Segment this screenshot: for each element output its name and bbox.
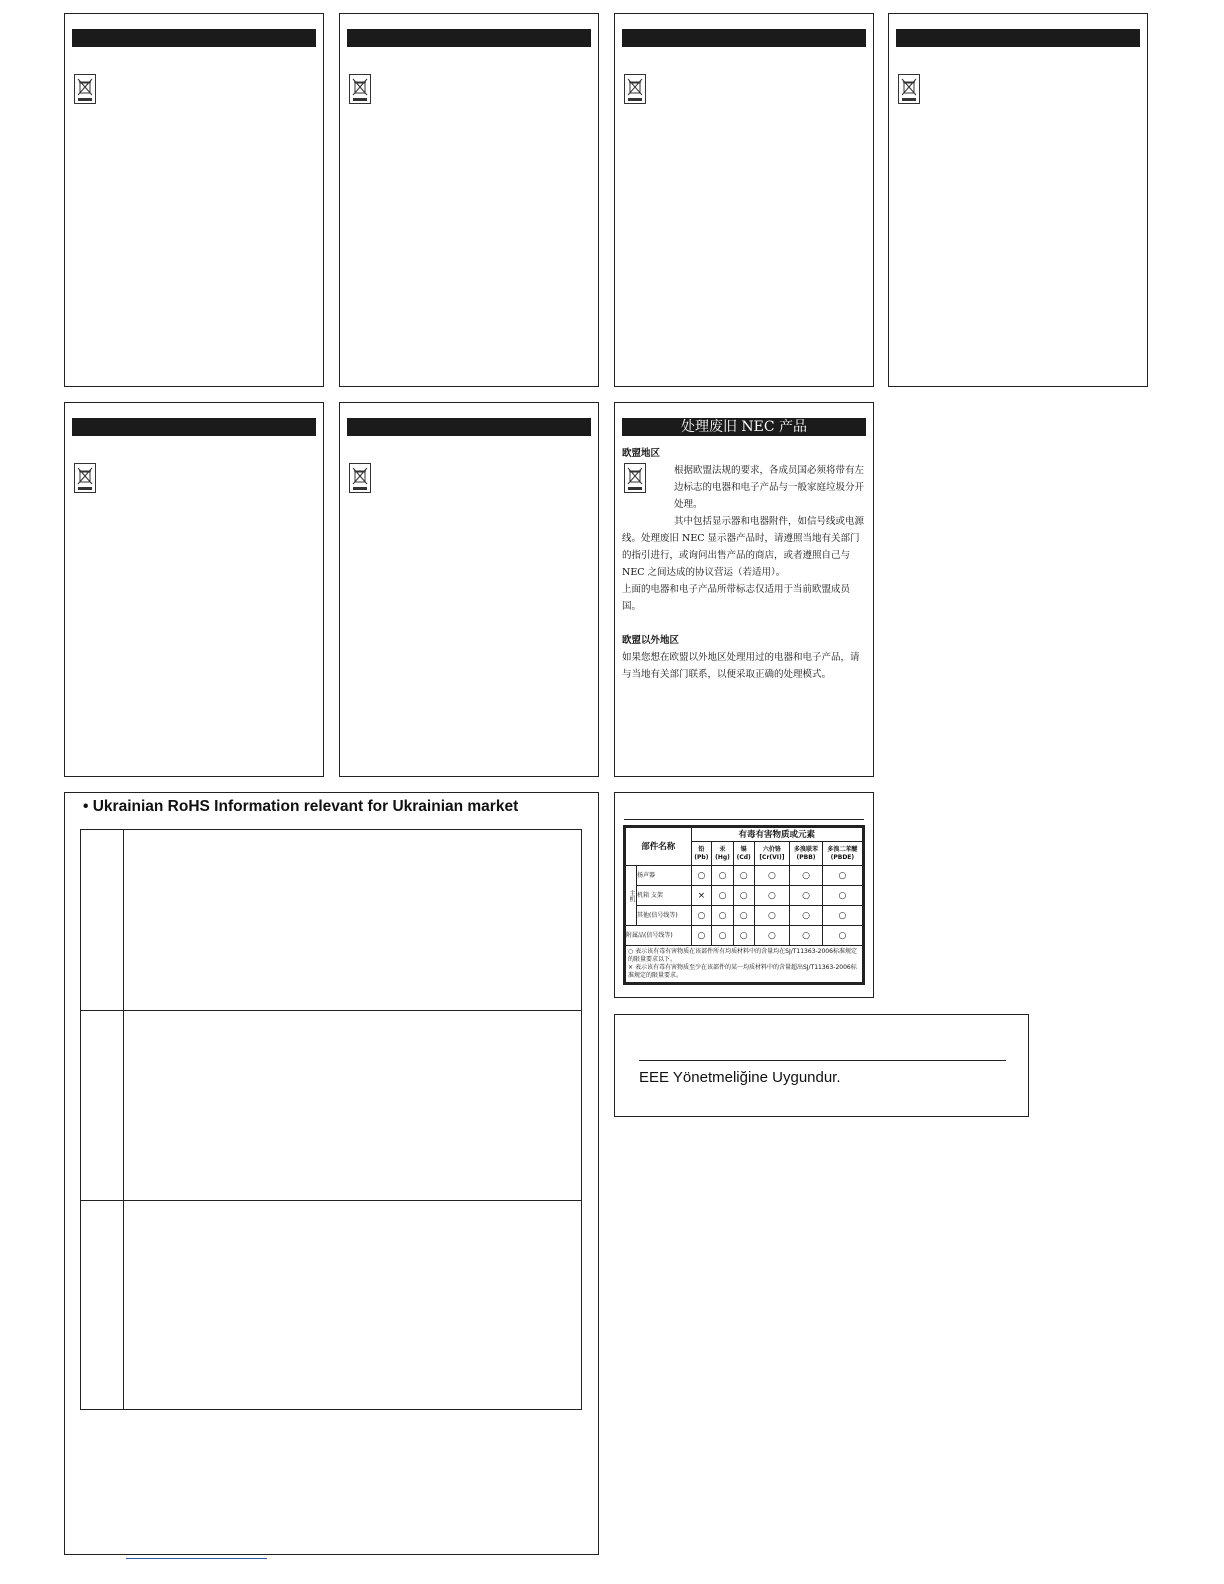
disposal-panel-4 <box>888 13 1148 387</box>
ukraine-rohs-panel <box>64 792 599 1555</box>
disposal-panel-5 <box>64 402 324 777</box>
weee-bin-icon <box>349 74 371 104</box>
table-row <box>81 830 581 1010</box>
substance-header: 镉 (Cd) <box>733 842 754 866</box>
disposal-panel-2 <box>339 13 599 387</box>
substance-group-header: 有毒有害物质或元素 <box>691 828 862 842</box>
note-circle: ○ 表示该有毒有害物质在该部件所有均质材料中的含量均在SJ/T11363-2006标准规定的限量要求以下。 <box>628 948 857 963</box>
substance-header: 铅 (Pb) <box>691 842 712 866</box>
disposal-panel-3 <box>614 13 874 387</box>
panel-header-bar <box>72 418 316 436</box>
eu-heading: 欧盟地区 <box>622 448 661 459</box>
disposal-body <box>622 462 866 683</box>
hazard-substance-table <box>625 827 863 983</box>
panel-header-bar <box>622 29 866 47</box>
table-notes <box>626 946 863 983</box>
part-name: 附属品(信号线等) <box>626 926 692 946</box>
footer-link-underline <box>126 1558 267 1559</box>
note-cross: × 表示该有毒有害物质至少在该部件的某一均质材料中的含量超出SJ/T11363-2006标准规定的限量要求。 <box>628 964 857 979</box>
ukraine-rohs-title: • Ukrainian RoHS Information relevant for Ukrainian market <box>83 798 519 815</box>
eee-compliance-text: EEE Yönetmeliğine Uygundur. <box>639 1069 841 1086</box>
substance-header: 六价铬 [Cr(VI)] <box>754 842 790 866</box>
non-eu-heading: 欧盟以外地区 <box>622 635 680 646</box>
weee-bin-icon <box>74 74 96 104</box>
paragraph-non-eu: 如果您想在欧盟以外地区处理用过的电器和电子产品，请与当地有关部门联系，以便采取正确的处理模式。 <box>622 652 860 680</box>
weee-bin-icon <box>74 463 96 493</box>
part-name-header: 部件名称 <box>626 828 692 866</box>
paragraph-monitor-disposal: 其中包括显示器和电器附件，如信号线或电源线。处理废旧 NEC 显示器产品时，请遵照当地有关部门的指引进行，或询问出售产品的商店，或者遵照自己与 NEC 之间达成的协议营运（若适用）。 <box>622 516 865 578</box>
top-rule <box>624 819 864 820</box>
panel-header-bar <box>72 29 316 47</box>
main-unit-label: 主机 <box>626 866 637 926</box>
part-name: 扬声器 <box>637 866 692 886</box>
panel-header-bar <box>347 29 591 47</box>
weee-bin-icon <box>349 463 371 493</box>
chinese-panel-title: 处理废旧 NEC 产品 <box>622 418 866 436</box>
table-row: 主机 扬声器 ○ ○ ○ ○ ○ ○ <box>626 866 863 886</box>
disposal-panel-1 <box>64 13 324 387</box>
ukraine-rohs-table <box>80 829 582 1410</box>
disposal-panel-6 <box>339 402 599 777</box>
weee-bin-icon <box>898 74 920 104</box>
turkey-eee-panel <box>614 1014 1029 1117</box>
paragraph-eu-rule: 根据欧盟法规的要求，各成员国必须将带有左边标志的电器和电子产品与一般家庭垃圾分开处理。 <box>674 465 865 510</box>
substance-header: 多溴二苯醚 (PBDE) <box>822 842 862 866</box>
substance-header: 多溴联苯 (PBB) <box>790 842 822 866</box>
china-rohs-panel <box>614 792 874 998</box>
signature-line <box>639 1060 1006 1061</box>
paragraph-eu-only: 上面的电器和电子产品所带标志仅适用于当前欧盟成员国。 <box>622 584 851 612</box>
weee-bin-icon <box>624 74 646 104</box>
part-name: 其他(信号线等) <box>637 906 692 926</box>
table-row: 附属品(信号线等) ○ ○ ○ ○ ○ ○ <box>626 926 863 946</box>
hazard-table-frame <box>623 825 865 985</box>
panel-header-bar <box>347 418 591 436</box>
table-row: 机箱 支架 × ○ ○ ○ ○ ○ <box>626 886 863 906</box>
panel-header-bar <box>896 29 1140 47</box>
table-row <box>81 1200 581 1410</box>
table-row <box>81 1010 581 1200</box>
substance-header: 汞 (Hg) <box>712 842 734 866</box>
part-name: 机箱 支架 <box>637 886 692 906</box>
chinese-disposal-panel <box>614 402 874 777</box>
table-row: 其他(信号线等) ○ ○ ○ ○ ○ ○ <box>626 906 863 926</box>
